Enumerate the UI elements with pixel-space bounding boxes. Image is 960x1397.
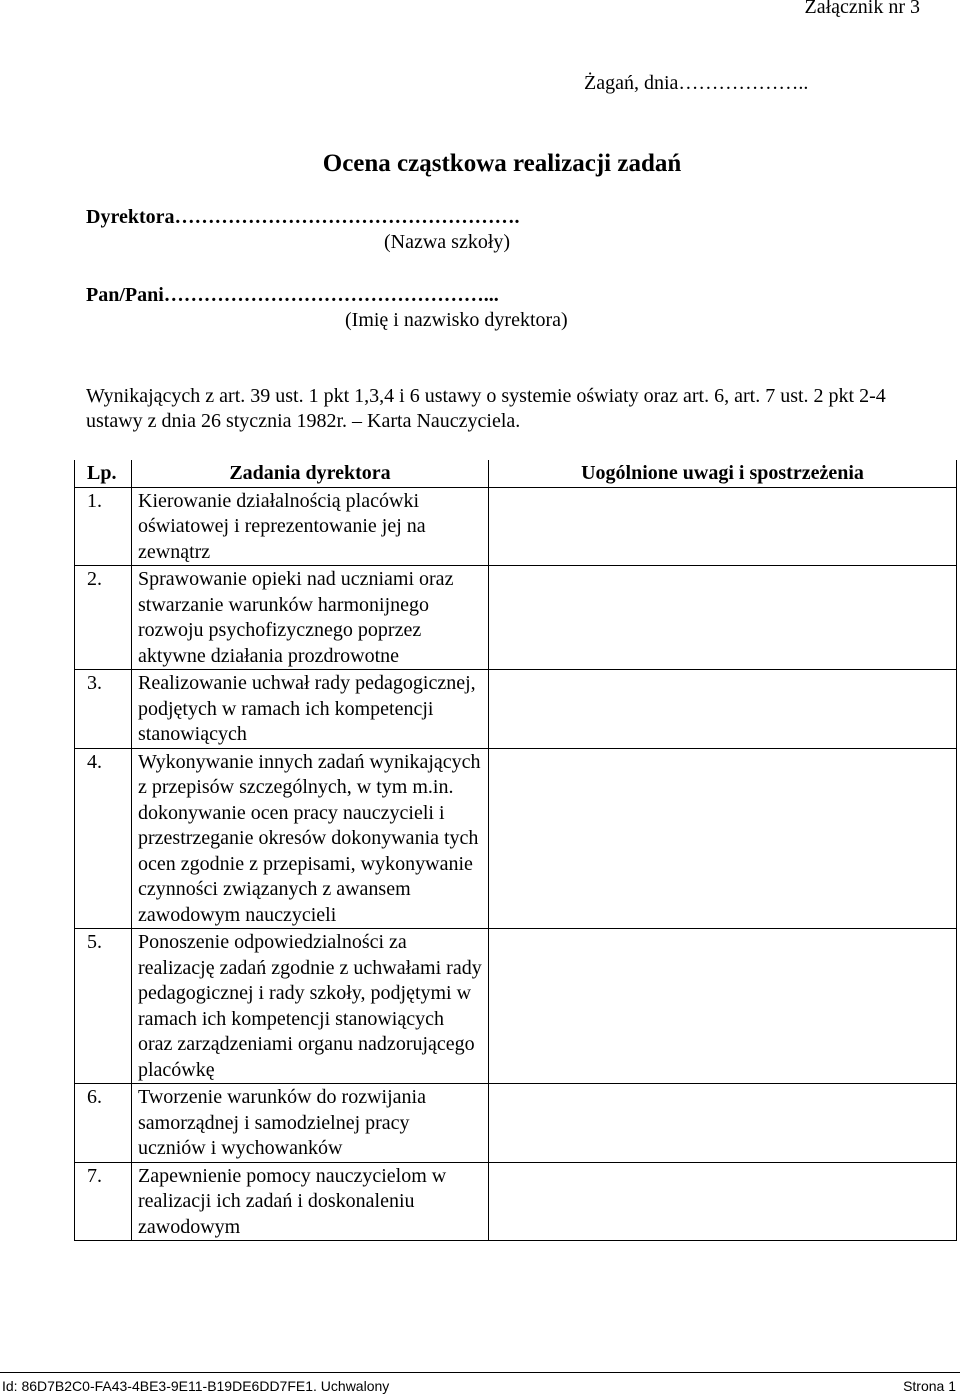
table-row — [75, 748, 957, 929]
table-row — [75, 929, 957, 1084]
table-row — [75, 1162, 957, 1241]
row-remarks[interactable] — [489, 1162, 957, 1241]
table-row — [75, 487, 957, 566]
header-lp: Lp. — [75, 460, 132, 487]
row-task: Sprawowanie opieki nad uczniami oraz stwarzanie warunków harmonijnego rozwoju psychofizycznego poprzez aktywne działania prozdrowotne — [132, 566, 489, 670]
place-date: Żagań, dnia……………….. — [584, 72, 809, 94]
row-remarks[interactable] — [489, 748, 957, 929]
row-task: Realizowanie uchwał rady pedagogicznej, podjętych w ramach ich kompetencji stanowiących — [132, 670, 489, 749]
director-line: Dyrektora……………………………………………. — [86, 206, 520, 228]
row-number: 6. — [75, 1084, 132, 1163]
school-name-hint: (Nazwa szkoły) — [384, 231, 511, 253]
row-remarks[interactable] — [489, 487, 957, 566]
row-number: 7. — [75, 1162, 132, 1241]
row-number: 3. — [75, 670, 132, 749]
document-id: Id: 86D7B2C0-FA43-4BE3-9E11-B19DE6DD7FE1. Uchwalony — [2, 1378, 390, 1394]
director-name-hint: (Imię i nazwisko dyrektora) — [345, 309, 568, 331]
header-task: Zadania dyrektora — [132, 460, 489, 487]
table-row — [75, 566, 957, 670]
row-task: Zapewnienie pomocy nauczycielom w realizacji ich zadań i doskonaleniu zawodowym — [132, 1162, 489, 1241]
table-row — [75, 1084, 957, 1163]
row-number: 5. — [75, 929, 132, 1084]
row-number: 1. — [75, 487, 132, 566]
document-title: Ocena cząstkowa realizacji zadań — [322, 150, 682, 177]
table-row — [75, 670, 957, 749]
tasks-table — [74, 460, 957, 1241]
pan-pani-line: Pan/Pani…………………………………………... — [86, 284, 499, 306]
page-number: Strona 1 — [903, 1378, 956, 1394]
row-task: Wykonywanie innych zadań wynikających z przepisów szczególnych, w tym m.in. dokonywanie ocen pracy nauczycieli i przestrzeganie okresów dokonywania tych ocen zgodnie z przepisami, wykonywanie czynności związanych z awansem zawodowym nauczycieli — [132, 748, 489, 929]
page-footer — [0, 1372, 960, 1397]
legal-basis-text: Wynikających z art. 39 ust. 1 pkt 1,3,4 i 6 ustawy o systemie oświaty oraz art. 6, art. 7 ust. 2 pkt 2-4 ustawy z dnia 26 stycznia 1982r. – Karta Nauczyciela. — [86, 385, 886, 432]
row-remarks[interactable] — [489, 670, 957, 749]
row-remarks[interactable] — [489, 929, 957, 1084]
annex-label: Załącznik nr 3 — [804, 0, 920, 18]
row-remarks[interactable] — [489, 566, 957, 670]
row-task: Tworzenie warunków do rozwijania samorządnej i samodzielnej pracy uczniów i wychowanków — [132, 1084, 489, 1163]
table-header-row — [75, 460, 957, 487]
row-remarks[interactable] — [489, 1084, 957, 1163]
row-task: Kierowanie działalnością placówki oświatowej i reprezentowanie jej na zewnątrz — [132, 487, 489, 566]
row-number: 4. — [75, 748, 132, 929]
row-task: Ponoszenie odpowiedzialności za realizację zadań zgodnie z uchwałami rady pedagogicznej i rady szkoły, podjętymi w ramach ich kompetencji stanowiących oraz zarządzeniami organu nadzorującego placówkę — [132, 929, 489, 1084]
row-number: 2. — [75, 566, 132, 670]
header-remarks: Uogólnione uwagi i spostrzeżenia — [489, 460, 957, 487]
